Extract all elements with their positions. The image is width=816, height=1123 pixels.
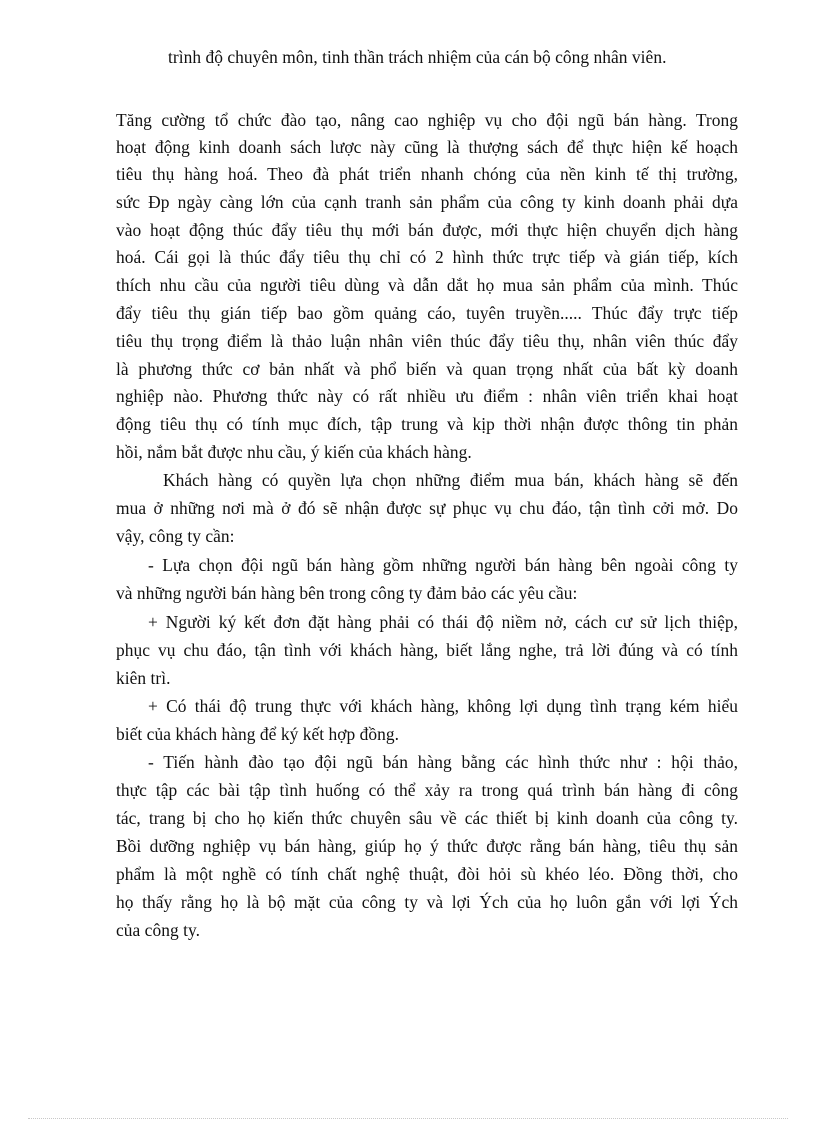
text-line: - Tiến hành đào tạo đội ngũ bán hàng bằng các hình thức như : hội thảo,: [148, 752, 738, 772]
text-line: đẩy tiêu thụ gián tiếp bao gồm quảng cáo, tuyên truyền..... Thúc đẩy trực tiếp: [116, 303, 738, 323]
text-line: sức Đp ngày càng lớn của cạnh tranh sản phẩm của công ty kinh doanh phải dựa: [116, 192, 738, 212]
text-line: Bồi dưỡng nghiệp vụ bán hàng, giúp họ ý thức được rằng bán hàng, tiêu thụ sản: [116, 836, 738, 856]
text-line: thích nhu cầu của người tiêu dùng và dẫn dắt họ mua sản phẩm của mình. Thúc: [116, 275, 738, 295]
text-line: vậy, công ty cần:: [116, 526, 235, 546]
text-line: phẩm là một nghề có tính chất nghệ thuật, đòi hỏi sù khéo léo. Đồng thời, cho: [116, 864, 738, 884]
text-line: trình độ chuyên môn, tinh thần trách nhiệm của cán bộ công nhân viên.: [168, 47, 667, 67]
text-line: của công ty.: [116, 920, 200, 940]
text-line: vào hoạt động thúc đẩy tiêu thụ mới bán được, mới thực hiện chuyển dịch hàng: [116, 220, 738, 240]
text-line: động tiêu thụ có tính mục đích, tập trung và kịp thời nhận được thông tin phản: [116, 414, 738, 434]
text-line: phục vụ chu đáo, tận tình với khách hàng, biết lắng nghe, trả lời đúng và có tính: [116, 640, 738, 660]
text-line: thực tập các bài tập tình huống có thể xảy ra trong quá trình bán hàng đi công: [116, 780, 738, 800]
text-line: là phương thức cơ bản nhất và phổ biến và quan trọng nhất của bất kỳ doanh: [116, 359, 738, 379]
text-line: Khách hàng có quyền lựa chọn những điểm mua bán, khách hàng sẽ đến: [163, 470, 738, 490]
text-line: Tăng cường tổ chức đào tạo, nâng cao nghiệp vụ cho đội ngũ bán hàng. Trong: [116, 110, 738, 130]
page-bottom-rule: [28, 1118, 788, 1119]
text-line: họ thấy rằng họ là bộ mặt của công ty và lợi Ých của họ luôn gắn với lợi Ých: [116, 892, 738, 912]
text-line: + Có thái độ trung thực với khách hàng, không lợi dụng tình trạng kém hiểu: [148, 696, 738, 716]
text-line: tác, trang bị cho họ kiến thức chuyên sâu về các thiết bị kinh doanh của công ty.: [116, 808, 738, 828]
text-line: tiêu thụ hàng hoá. Theo đà phát triển nhanh chóng của nền kinh tế thị trường,: [116, 164, 738, 184]
text-line: + Người ký kết đơn đặt hàng phải có thái độ niềm nở, cách cư sử lịch thiệp,: [148, 612, 738, 632]
text-line: - Lựa chọn đội ngũ bán hàng gồm những người bán hàng bên ngoài công ty: [148, 555, 738, 575]
text-line: nghiệp nào. Phương thức này có rất nhiều ưu điểm : nhân viên triển khai hoạt: [116, 386, 738, 406]
text-line: hoá. Cái gọi là thúc đẩy tiêu thụ chỉ có 2 hình thức trực tiếp và gián tiếp, kích: [116, 247, 738, 267]
text-line: hoạt động kinh doanh sách lược này cũng là thượng sách để thực hiện kế hoạch: [116, 137, 738, 157]
text-line: biết của khách hàng để ký kết hợp đồng.: [116, 724, 400, 744]
text-line: và những người bán hàng bên trong công ty đảm bảo các yêu cầu:: [116, 583, 578, 603]
text-line: hồi, nắm bắt được nhu cầu, ý kiến của khách hàng.: [116, 442, 472, 462]
text-line: mua ở những nơi mà ở đó sẽ nhận được sự phục vụ chu đáo, tận tình cởi mở. Do: [116, 498, 738, 518]
text-line: kiên trì.: [116, 668, 171, 688]
text-line: tiêu thụ trọng điểm là thảo luận nhân viên thúc đẩy tiêu thụ, nhân viên thúc đẩy: [116, 331, 738, 351]
